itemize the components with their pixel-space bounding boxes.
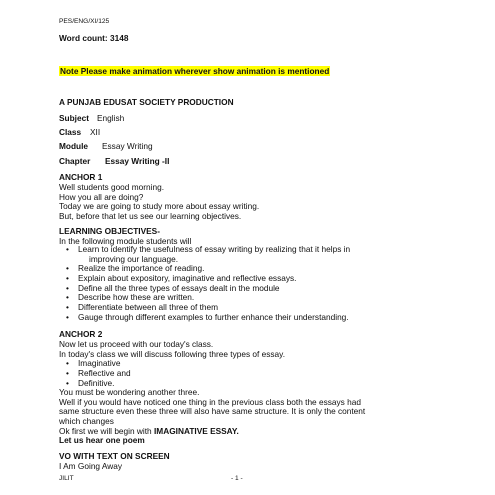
anchor1-line: How you all are doing? bbox=[59, 192, 144, 202]
objective-item-continuation: improving our language. bbox=[89, 254, 179, 264]
vo-heading: VO WITH TEXT ON SCREEN bbox=[59, 451, 170, 461]
animation-note bbox=[59, 66, 330, 76]
essay-type-item: • Reflective and bbox=[78, 368, 131, 378]
anchor2-line: You must be wondering another three. bbox=[59, 387, 200, 397]
objective-item: • Realize the importance of reading. bbox=[78, 263, 204, 273]
objective-item: • Learn to identify the usefulness of essay writing by realizing that it helps in bbox=[78, 244, 350, 254]
production-title: A PUNJAB EDUSAT SOCIETY PRODUCTION bbox=[59, 97, 234, 107]
class-label: Class bbox=[59, 127, 82, 137]
anchor2-heading: ANCHOR 2 bbox=[59, 329, 103, 339]
class-value: XII bbox=[90, 127, 101, 137]
objective-item: • Describe how these are written. bbox=[78, 292, 194, 302]
note-highlight: Note Please make animation wherever show animation is mentioned bbox=[60, 66, 330, 76]
anchor2-line: which changes bbox=[59, 416, 114, 426]
chapter-value: Essay Writing -II bbox=[105, 156, 170, 166]
word-count: Word count: 3148 bbox=[59, 33, 129, 43]
anchor2-poem-line: Let us hear one poem bbox=[59, 435, 145, 445]
chapter-row bbox=[59, 156, 169, 166]
anchor2-line: Now let us proceed with our today's class. bbox=[59, 339, 214, 349]
objective-item: • Gauge through different examples to further enhance their understanding. bbox=[78, 312, 349, 322]
page-number: - 1 - bbox=[231, 475, 243, 482]
class-row bbox=[59, 127, 100, 137]
line-text: Ok first we will begin with bbox=[59, 426, 154, 436]
objective-item: • Define all the three types of essays dealt in the module bbox=[78, 283, 280, 293]
anchor2-line: same structure even these three will also have same structure. It is only the content bbox=[59, 406, 366, 416]
doc-code: PES/ENG/XI/125 bbox=[59, 18, 110, 25]
vo-line: I Am Going Away bbox=[59, 461, 123, 471]
module-value: Essay Writing bbox=[102, 141, 153, 151]
anchor1-line: Today we are going to study more about essay writing. bbox=[59, 201, 260, 211]
anchor2-line: In today's class we will discuss following three types of essay. bbox=[59, 349, 286, 359]
subject-label: Subject bbox=[59, 113, 89, 123]
module-row bbox=[59, 141, 153, 151]
objective-item: • Differentiate between all three of them bbox=[78, 302, 218, 312]
module-label: Module bbox=[59, 141, 89, 151]
anchor1-line: But, before that let us see our learning objectives. bbox=[59, 211, 242, 221]
imaginative-essay-emphasis: IMAGINATIVE ESSAY. bbox=[153, 426, 239, 436]
essay-type-item: • Definitive. bbox=[78, 378, 114, 388]
footer-left: JILIT bbox=[59, 475, 74, 482]
anchor1-heading: ANCHOR 1 bbox=[59, 172, 103, 182]
chapter-label: Chapter bbox=[59, 156, 91, 166]
essay-type-item: • Imaginative bbox=[78, 358, 120, 368]
objective-item: • Explain about expository, imaginative and reflective essays. bbox=[78, 273, 296, 283]
anchor2-line: Well if you would have noticed one thing in the previous class both the essays had bbox=[59, 397, 361, 407]
anchor1-line: Well students good morning. bbox=[59, 182, 164, 192]
subject-row bbox=[59, 113, 124, 123]
objectives-intro: In the following module students will bbox=[59, 236, 192, 246]
objectives-heading: LEARNING OBJECTIVES- bbox=[59, 226, 160, 236]
subject-value: English bbox=[97, 113, 125, 123]
